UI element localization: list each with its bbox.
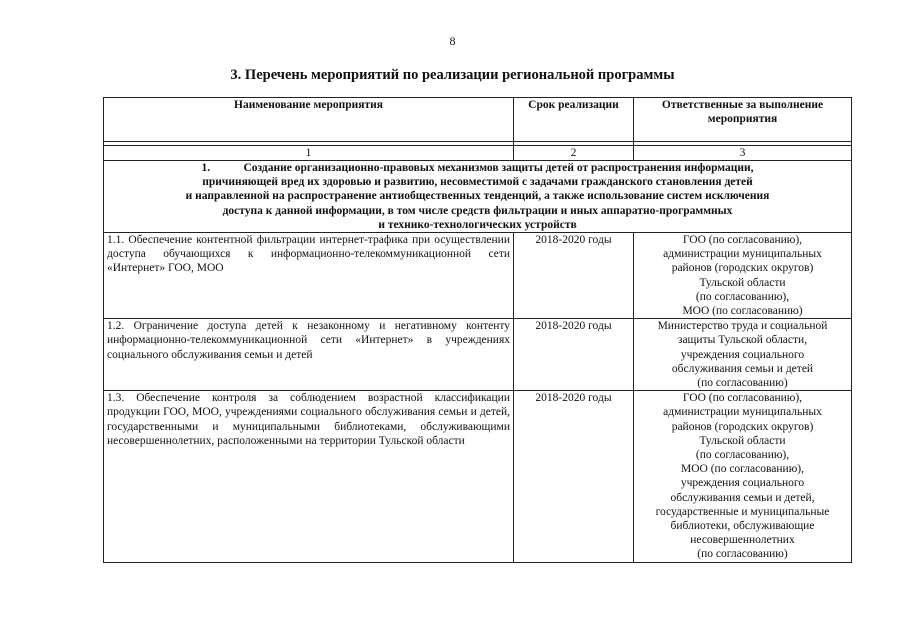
event-responsible: ГОО (по согласованию), администрации муниципальных районов (городских округов) Тульской области (по согласованию), МОО (по согласованию) xyxy=(634,233,852,319)
section-number: 1. xyxy=(201,162,211,174)
table-row xyxy=(104,319,852,391)
event-name: 1.2. Ограничение доступа детей к незаконному и негативному контенту информационно-телекоммуникационной сети «Интернет» в учреждениях социального обслуживания семьи и детей xyxy=(104,319,514,391)
event-name: 1.1. Обеспечение контентной фильтрации интернет-трафика при осуществлении доступа обучающихся к информационно-телекоммуникационной сети «Интернет» ГОО, МОО xyxy=(104,233,514,319)
column-number-row xyxy=(104,146,852,161)
section-heading xyxy=(104,161,852,233)
column-number: 1 xyxy=(104,146,514,161)
section-line: и технико-технологических устройств xyxy=(378,218,577,231)
header-name: Наименование мероприятия xyxy=(104,98,514,142)
event-term: 2018-2020 годы xyxy=(514,391,634,562)
event-term: 2018-2020 годы xyxy=(514,233,634,319)
event-responsible: Министерство труда и социальной защиты Тульской области, учреждения социального обслуживания семьи и детей (по согласованию) xyxy=(634,319,852,391)
section-line: и направленной на распространение антиобщественных тенденций, а также использование систем исключения xyxy=(185,190,770,203)
header-term: Срок реализации xyxy=(514,98,634,142)
column-number: 3 xyxy=(634,146,852,161)
section-row xyxy=(104,161,852,233)
event-term: 2018-2020 годы xyxy=(514,319,634,391)
section-line: доступа к данной информации, в том числе средств фильтрации и иных аппаратно-программных xyxy=(222,204,733,217)
events-table xyxy=(103,97,852,563)
table-row xyxy=(104,391,852,562)
section-line: причиняющей вред их здоровью и развитию, несовместимой с задачами гражданского становления детей xyxy=(202,176,753,189)
header-responsible: Ответственные за выполнение мероприятия xyxy=(634,98,852,142)
event-name: 1.3. Обеспечение контроля за соблюдением возрастной классификации продукции ГОО, МОО, учреждениями социального обслуживания семьи и детей, государственными и муниципальными библиотеками, обслуживающими несовершеннолетних, расположенными на территории Тульской области xyxy=(104,391,514,562)
table-row xyxy=(104,233,852,319)
page-title: 3. Перечень мероприятий по реализации региональной программы xyxy=(230,67,675,83)
event-responsible: ГОО (по согласованию), администрации муниципальных районов (городских округов) Тульской области (по согласованию), МОО (по согласованию), учреждения социального обслуживания семьи и детей, государственные и муниципальные библиотеки, обслуживающие несовершеннолетних (по согласованию) xyxy=(634,391,852,562)
column-number: 2 xyxy=(514,146,634,161)
section-line: 1. Создание организационно-правовых механизмов защиты детей от распространения информации, xyxy=(201,162,754,174)
page-number: 8 xyxy=(449,34,456,48)
header-row xyxy=(104,98,852,142)
